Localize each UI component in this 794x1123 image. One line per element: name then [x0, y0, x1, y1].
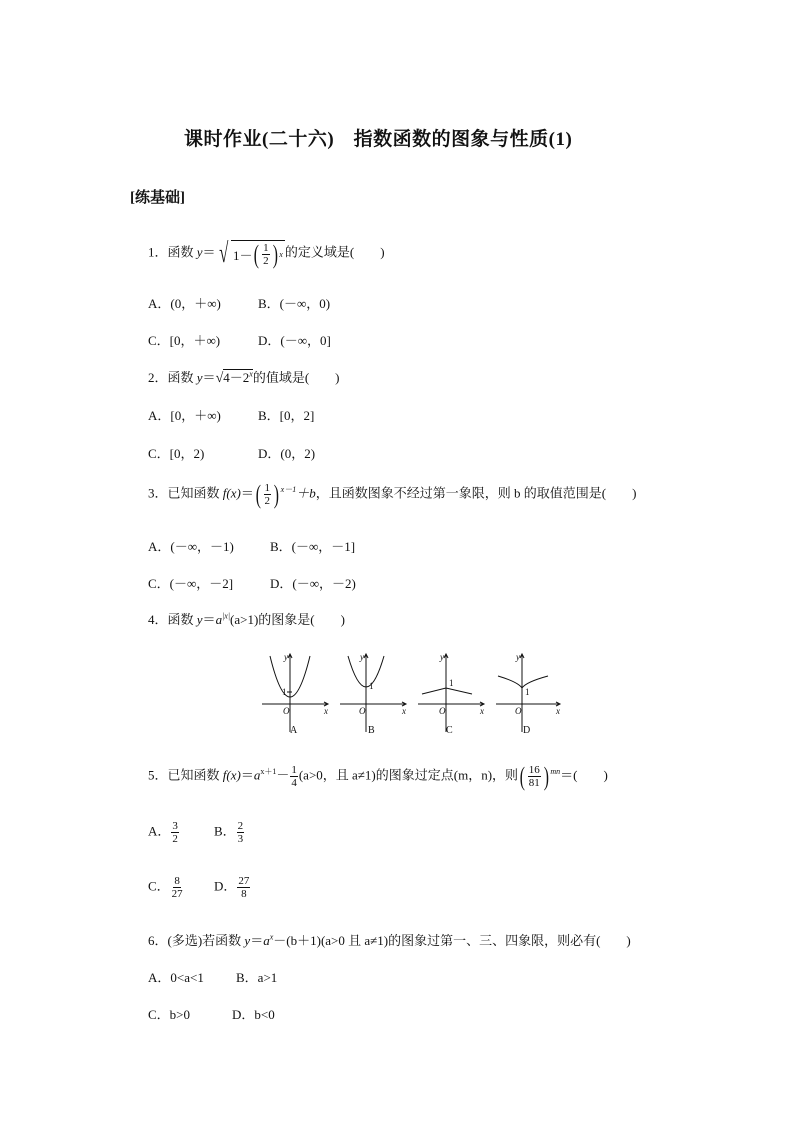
graph-b-y-label: y	[360, 652, 364, 662]
q3-option-b: B．(－∞，－1]	[270, 539, 356, 554]
q6-var-y: y	[244, 933, 251, 948]
graph-b	[340, 654, 406, 732]
q2-option-b: B．[0，2]	[258, 408, 315, 423]
q2-option-d: D．(0，2)	[258, 446, 316, 461]
graph-a-one: 1	[282, 687, 287, 697]
graph-d-caption: D	[523, 725, 531, 736]
graph-c	[418, 654, 484, 732]
q5-option-c: C． $\frac{8}{27}$	[148, 875, 183, 900]
q6-text-1: 6．(多选)若函数	[148, 933, 245, 948]
q5-option-a: A． $\frac{3}{2}$	[148, 820, 178, 845]
graph-c-caption: C	[446, 725, 453, 736]
q5-fx: f(x)	[222, 767, 241, 783]
graph-c-origin: O	[439, 706, 446, 716]
q1-fraction: $\frac{1}{2}$	[263, 242, 269, 267]
q6-option-d: D．b<0	[232, 1007, 275, 1022]
graph-a-origin: O	[283, 706, 290, 716]
q3-suffix: ，且函数图象不经过第一象限，则 b 的取值范围是( )	[315, 485, 637, 501]
q2-eq: ＝	[202, 370, 216, 385]
q5-tail: ＝( )	[560, 767, 608, 783]
q4-suffix: 的图象是( )	[258, 612, 345, 627]
graph-a-x-label: x	[324, 706, 328, 716]
q1-option-a: A．(0，＋∞)	[148, 296, 221, 311]
q6-base-a: a	[263, 933, 270, 948]
q4-graphs	[258, 648, 568, 740]
question-5: 5．已知函数 $f(x)=a^{x+1}-$ $\frac{1}{4}$ (a>0，且 a≠1)的图象过定点(m，n)，则( $\frac{16}{81}$ ) $^{mn}$＝( )	[148, 761, 608, 791]
q2-radicand: 4－2	[223, 370, 250, 385]
q3-eq: ＝	[240, 485, 254, 501]
q3-option-a: A．(－∞，－1)	[148, 539, 234, 554]
question-3: 3．已知函数 f(x)＝( $\frac{1}{2}$ ) $^{x-1}$＋b，且函数图象不经过第一象限，则 b 的取值范围是( )	[148, 479, 637, 509]
q2-option-c: C．[0，2)	[148, 446, 205, 461]
q6-option-c: C．b>0	[148, 1007, 191, 1022]
page-title: 课时作业(二十六) 指数函数的图象与性质(1)	[184, 129, 573, 150]
q4-base-a: a	[215, 612, 223, 627]
q6-text-2: －(b＋1)(a>0 且 a≠1)的图象过第一、三、四象限，则必有( )	[273, 933, 631, 948]
q2-option-a: A．[0，＋∞)	[148, 408, 221, 423]
graph-c-one: 1	[449, 678, 454, 688]
graph-d-y-label: y	[516, 652, 520, 662]
q5-eq: ＝	[240, 767, 254, 783]
q5-prefix: 5．已知函数	[148, 767, 223, 783]
q1-option-d: D．(－∞，0]	[258, 333, 331, 348]
q4-exponent: |x|	[222, 611, 231, 621]
graph-a-caption: A	[290, 725, 298, 736]
q3-exponent: x－1	[280, 485, 297, 495]
graph-d-x-label: x	[556, 706, 560, 716]
q2-var-y: y	[196, 370, 203, 385]
q3-option-d: D．(－∞，－2)	[270, 576, 356, 591]
question-2: 2．函数 $y=√4-2^x$的值域是( )	[148, 369, 340, 386]
graph-c-y-label: y	[440, 652, 444, 662]
q1-sqrt: √ 1－ ( $\frac{1}{2}$ ) x	[218, 237, 283, 269]
graph-a-y-label: y	[284, 652, 288, 662]
q3-prefix: 3．已知函数	[148, 485, 223, 501]
q5-fraction: $\frac{1}{4}$	[291, 764, 297, 789]
q5-big-fraction: $\frac{16}{81}$	[528, 764, 540, 789]
q3-option-c: C．(－∞，－2]	[148, 576, 234, 591]
q3-fraction: $\frac{1}{2}$	[264, 482, 270, 507]
q1-prefix: 1．函数	[148, 244, 197, 260]
graph-d-one: 1	[525, 687, 530, 697]
q1-var-y: y	[196, 244, 203, 260]
q6-exponent: x	[269, 932, 274, 942]
graph-b-caption: B	[368, 725, 375, 736]
q5-option-d: D． $\frac{27}{8}$	[214, 875, 250, 900]
q4-var-y: y	[196, 612, 203, 627]
q5-minus: －	[276, 767, 290, 783]
q2-suffix: 的值域是( )	[252, 370, 340, 385]
question-1	[148, 237, 385, 269]
q1-one-minus: 1－	[232, 248, 253, 263]
graph-a	[262, 654, 328, 732]
graph-d-origin: O	[515, 706, 522, 716]
q6-eq: ＝	[250, 933, 264, 948]
q1-option-b: B．(－∞，0)	[258, 296, 331, 311]
q6-option-b: B．a>1	[236, 970, 278, 985]
question-4	[148, 609, 345, 628]
q3-plus-b: ＋b	[296, 485, 316, 501]
q5-option-b: B． $\frac{2}{3}$	[214, 820, 244, 845]
q5-condition: (a>0，且 a≠1)的图象过定点(m，n)，则	[298, 767, 519, 783]
graph-b-one: 1	[369, 681, 374, 691]
q2-exponent: x	[249, 369, 253, 379]
q1-option-c: C．[0，＋∞)	[148, 333, 221, 348]
question-6	[148, 930, 631, 949]
q4-eq: ＝	[202, 612, 216, 627]
graph-b-origin: O	[359, 706, 366, 716]
q1-exponent: x	[279, 250, 283, 259]
q1-eq: ＝	[202, 244, 216, 260]
section-heading: [练基础]	[130, 190, 185, 206]
q5-base-a: a	[253, 767, 261, 783]
q3-fx: f(x)	[222, 485, 241, 501]
graph-c-x-label: x	[480, 706, 484, 716]
q4-prefix: 4．函数	[148, 612, 197, 627]
q5-mn-exponent: mn	[550, 767, 561, 777]
q5-exponent: x＋1	[260, 767, 277, 777]
q2-prefix: 2．函数	[148, 370, 197, 385]
q4-condition: (a>1)	[230, 612, 259, 627]
graph-b-x-label: x	[402, 706, 406, 716]
q6-option-a: A．0<a<1	[148, 970, 204, 985]
q1-suffix: 的定义域是( )	[284, 244, 385, 260]
